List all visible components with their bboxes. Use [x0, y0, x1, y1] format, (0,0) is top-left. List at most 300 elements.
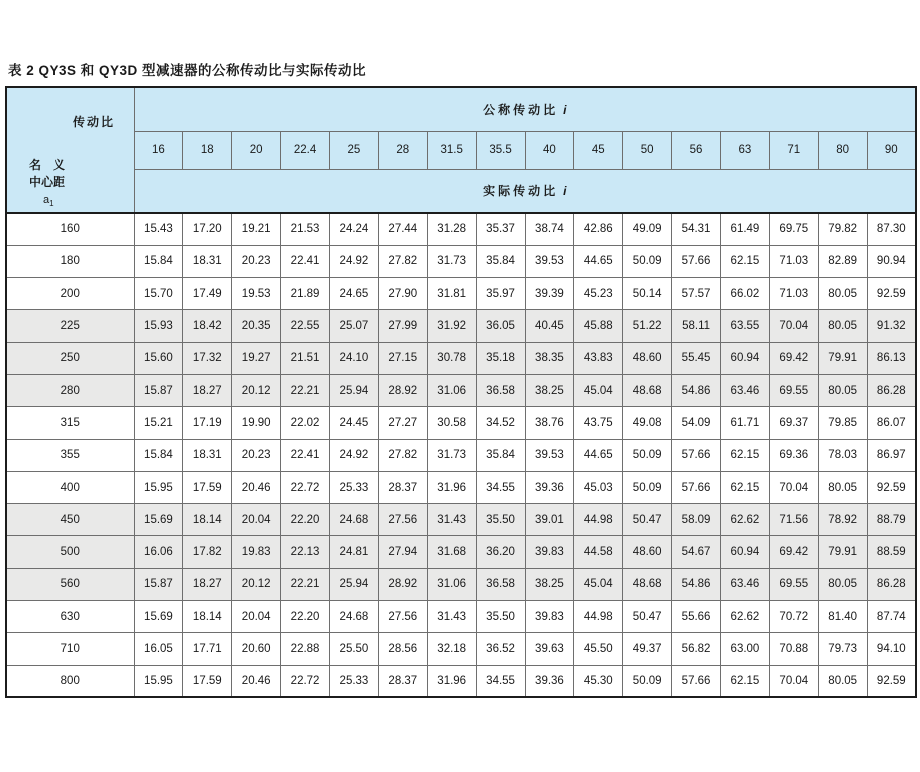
- ratio-column-header: 90: [867, 131, 916, 169]
- ratio-value-cell: 66.02: [721, 278, 770, 310]
- ratio-column-header: 22.4: [281, 131, 330, 169]
- ratio-value-cell: 60.94: [721, 342, 770, 374]
- ratio-value-cell: 20.04: [232, 504, 281, 536]
- ratio-value-cell: 50.09: [623, 245, 672, 277]
- nominal-ratio-symbol: i: [563, 102, 567, 117]
- ratio-value-cell: 62.15: [721, 245, 770, 277]
- ratio-value-cell: 27.56: [378, 504, 427, 536]
- center-distance-cell: 450: [6, 504, 134, 536]
- ratio-value-cell: 32.18: [427, 633, 476, 665]
- ratio-value-cell: 49.08: [623, 407, 672, 439]
- ratio-column-header: 71: [769, 131, 818, 169]
- corner-bottom-label: [29, 157, 65, 212]
- ratio-value-cell: 87.74: [867, 601, 916, 633]
- ratio-column-header: 20: [232, 131, 281, 169]
- ratio-value-cell: 31.06: [427, 374, 476, 406]
- ratio-header-row: [6, 131, 916, 169]
- ratio-value-cell: 18.31: [183, 439, 232, 471]
- ratio-value-cell: 20.46: [232, 471, 281, 503]
- ratio-value-cell: 45.04: [574, 374, 623, 406]
- ratio-value-cell: 44.65: [574, 245, 623, 277]
- table-caption: 表 2 QY3S 和 QY3D 型减速器的公称传动比与实际传动比: [8, 63, 367, 78]
- actual-ratio-header-text: 实际传动比: [483, 184, 559, 199]
- ratio-value-cell: 91.32: [867, 310, 916, 342]
- ratio-value-cell: 31.43: [427, 601, 476, 633]
- ratio-value-cell: 15.21: [134, 407, 183, 439]
- ratio-value-cell: 69.37: [769, 407, 818, 439]
- ratio-value-cell: 34.52: [476, 407, 525, 439]
- ratio-value-cell: 69.55: [769, 374, 818, 406]
- ratio-value-cell: 19.83: [232, 536, 281, 568]
- ratio-value-cell: 30.78: [427, 342, 476, 374]
- ratio-value-cell: 35.84: [476, 245, 525, 277]
- ratio-value-cell: 38.76: [525, 407, 574, 439]
- ratio-value-cell: 22.55: [281, 310, 330, 342]
- ratio-value-cell: 62.15: [721, 471, 770, 503]
- table-row: [6, 213, 916, 245]
- ratio-value-cell: 22.72: [281, 665, 330, 697]
- ratio-value-cell: 28.92: [378, 568, 427, 600]
- ratio-value-cell: 18.31: [183, 245, 232, 277]
- ratio-value-cell: 15.60: [134, 342, 183, 374]
- ratio-value-cell: 17.71: [183, 633, 232, 665]
- ratio-value-cell: 25.07: [330, 310, 379, 342]
- ratio-value-cell: 79.82: [818, 213, 867, 245]
- table-body: [6, 213, 916, 697]
- ratio-value-cell: 45.04: [574, 568, 623, 600]
- ratio-value-cell: 54.86: [672, 374, 721, 406]
- ratio-value-cell: 24.24: [330, 213, 379, 245]
- ratio-value-cell: 24.10: [330, 342, 379, 374]
- ratio-value-cell: 27.15: [378, 342, 427, 374]
- ratio-value-cell: 61.71: [721, 407, 770, 439]
- ratio-value-cell: 22.02: [281, 407, 330, 439]
- ratio-value-cell: 39.36: [525, 665, 574, 697]
- ratio-value-cell: 21.53: [281, 213, 330, 245]
- ratio-value-cell: 69.55: [769, 568, 818, 600]
- corner-line-1: 名 义: [29, 158, 66, 172]
- ratio-value-cell: 31.06: [427, 568, 476, 600]
- ratio-value-cell: 15.95: [134, 665, 183, 697]
- ratio-value-cell: 39.01: [525, 504, 574, 536]
- ratio-value-cell: 80.05: [818, 568, 867, 600]
- table-header: [6, 87, 916, 213]
- ratio-column-header: 31.5: [427, 131, 476, 169]
- ratio-value-cell: 69.36: [769, 439, 818, 471]
- ratio-value-cell: 18.42: [183, 310, 232, 342]
- ratio-value-cell: 39.83: [525, 536, 574, 568]
- ratio-value-cell: 80.05: [818, 374, 867, 406]
- ratio-value-cell: 22.20: [281, 601, 330, 633]
- ratio-value-cell: 69.42: [769, 536, 818, 568]
- ratio-value-cell: 25.33: [330, 665, 379, 697]
- ratio-value-cell: 62.15: [721, 439, 770, 471]
- table-row: [6, 245, 916, 277]
- ratio-value-cell: 24.45: [330, 407, 379, 439]
- center-distance-cell: 250: [6, 342, 134, 374]
- ratio-value-cell: 16.05: [134, 633, 183, 665]
- table-row: [6, 665, 916, 697]
- ratio-value-cell: 45.30: [574, 665, 623, 697]
- ratio-value-cell: 20.04: [232, 601, 281, 633]
- ratio-value-cell: 22.72: [281, 471, 330, 503]
- ratio-value-cell: 44.65: [574, 439, 623, 471]
- center-distance-cell: 355: [6, 439, 134, 471]
- center-distance-cell: 225: [6, 310, 134, 342]
- center-distance-cell: 200: [6, 278, 134, 310]
- ratio-value-cell: 86.28: [867, 568, 916, 600]
- ratio-value-cell: 88.79: [867, 504, 916, 536]
- ratio-value-cell: 87.30: [867, 213, 916, 245]
- ratio-value-cell: 57.66: [672, 439, 721, 471]
- ratio-value-cell: 39.53: [525, 245, 574, 277]
- ratio-value-cell: 27.27: [378, 407, 427, 439]
- ratio-value-cell: 24.92: [330, 245, 379, 277]
- ratio-value-cell: 16.06: [134, 536, 183, 568]
- ratio-value-cell: 35.50: [476, 601, 525, 633]
- ratio-value-cell: 31.73: [427, 245, 476, 277]
- ratio-value-cell: 21.89: [281, 278, 330, 310]
- table-row: [6, 536, 916, 568]
- ratio-value-cell: 28.37: [378, 471, 427, 503]
- ratio-value-cell: 20.60: [232, 633, 281, 665]
- ratio-value-cell: 21.51: [281, 342, 330, 374]
- ratio-value-cell: 70.04: [769, 310, 818, 342]
- ratio-value-cell: 15.87: [134, 374, 183, 406]
- ratio-value-cell: 15.69: [134, 504, 183, 536]
- ratio-value-cell: 24.81: [330, 536, 379, 568]
- center-distance-cell: 315: [6, 407, 134, 439]
- ratio-value-cell: 31.68: [427, 536, 476, 568]
- ratio-value-cell: 15.93: [134, 310, 183, 342]
- ratio-value-cell: 86.13: [867, 342, 916, 374]
- ratio-value-cell: 48.68: [623, 374, 672, 406]
- ratio-value-cell: 15.69: [134, 601, 183, 633]
- ratio-value-cell: 44.98: [574, 504, 623, 536]
- ratio-value-cell: 80.05: [818, 310, 867, 342]
- ratio-value-cell: 27.99: [378, 310, 427, 342]
- ratio-value-cell: 17.32: [183, 342, 232, 374]
- ratio-value-cell: 22.20: [281, 504, 330, 536]
- ratio-value-cell: 71.56: [769, 504, 818, 536]
- center-distance-cell: 710: [6, 633, 134, 665]
- ratio-value-cell: 70.04: [769, 471, 818, 503]
- ratio-value-cell: 82.89: [818, 245, 867, 277]
- ratio-value-cell: 45.23: [574, 278, 623, 310]
- ratio-value-cell: 50.09: [623, 471, 672, 503]
- ratio-value-cell: 39.83: [525, 601, 574, 633]
- table-row: [6, 439, 916, 471]
- ratio-value-cell: 25.50: [330, 633, 379, 665]
- ratio-value-cell: 31.73: [427, 439, 476, 471]
- ratio-value-cell: 51.22: [623, 310, 672, 342]
- actual-ratio-symbol: i: [563, 184, 567, 199]
- ratio-value-cell: 24.68: [330, 504, 379, 536]
- ratio-value-cell: 20.23: [232, 245, 281, 277]
- ratio-value-cell: 24.65: [330, 278, 379, 310]
- ratio-value-cell: 17.20: [183, 213, 232, 245]
- ratio-value-cell: 38.74: [525, 213, 574, 245]
- table-row: [6, 568, 916, 600]
- ratio-value-cell: 50.09: [623, 439, 672, 471]
- table-row: [6, 342, 916, 374]
- ratio-value-cell: 31.43: [427, 504, 476, 536]
- ratio-value-cell: 22.21: [281, 568, 330, 600]
- ratio-value-cell: 54.86: [672, 568, 721, 600]
- table-row: [6, 374, 916, 406]
- nominal-ratio-header-text: 公称传动比: [483, 102, 559, 117]
- actual-header-row: [6, 169, 916, 213]
- ratio-value-cell: 71.03: [769, 245, 818, 277]
- ratio-value-cell: 31.28: [427, 213, 476, 245]
- ratio-value-cell: 36.05: [476, 310, 525, 342]
- ratio-value-cell: 49.37: [623, 633, 672, 665]
- ratio-value-cell: 45.03: [574, 471, 623, 503]
- ratio-value-cell: 28.37: [378, 665, 427, 697]
- ratio-value-cell: 19.90: [232, 407, 281, 439]
- ratio-value-cell: 19.21: [232, 213, 281, 245]
- ratio-column-header: 63: [721, 131, 770, 169]
- table-row: [6, 601, 916, 633]
- ratio-value-cell: 28.92: [378, 374, 427, 406]
- ratio-value-cell: 57.57: [672, 278, 721, 310]
- ratio-value-cell: 70.88: [769, 633, 818, 665]
- ratio-value-cell: 92.59: [867, 665, 916, 697]
- ratio-value-cell: 36.58: [476, 568, 525, 600]
- ratio-value-cell: 18.27: [183, 374, 232, 406]
- ratio-value-cell: 43.75: [574, 407, 623, 439]
- ratio-value-cell: 90.94: [867, 245, 916, 277]
- ratio-value-cell: 38.35: [525, 342, 574, 374]
- ratio-column-header: 28: [378, 131, 427, 169]
- center-distance-cell: 630: [6, 601, 134, 633]
- ratio-value-cell: 57.66: [672, 665, 721, 697]
- diagonal-corner-cell: [6, 87, 134, 213]
- ratio-value-cell: 45.50: [574, 633, 623, 665]
- ratio-value-cell: 15.70: [134, 278, 183, 310]
- table-row: [6, 278, 916, 310]
- center-distance-cell: 160: [6, 213, 134, 245]
- ratio-value-cell: 35.18: [476, 342, 525, 374]
- center-distance-cell: 400: [6, 471, 134, 503]
- center-distance-cell: 800: [6, 665, 134, 697]
- ratio-value-cell: 22.41: [281, 439, 330, 471]
- ratio-value-cell: 80.05: [818, 665, 867, 697]
- ratio-value-cell: 22.21: [281, 374, 330, 406]
- ratio-value-cell: 48.60: [623, 342, 672, 374]
- ratio-value-cell: 36.52: [476, 633, 525, 665]
- ratio-value-cell: 63.55: [721, 310, 770, 342]
- corner-symbol: $a_1$: [43, 194, 54, 209]
- ratio-value-cell: 20.23: [232, 439, 281, 471]
- ratio-value-cell: 50.14: [623, 278, 672, 310]
- ratio-value-cell: 24.92: [330, 439, 379, 471]
- ratio-value-cell: 17.59: [183, 471, 232, 503]
- ratio-value-cell: 70.04: [769, 665, 818, 697]
- ratio-value-cell: 35.50: [476, 504, 525, 536]
- ratio-value-cell: 35.37: [476, 213, 525, 245]
- ratio-value-cell: 43.83: [574, 342, 623, 374]
- ratio-value-cell: 17.49: [183, 278, 232, 310]
- ratio-value-cell: 27.94: [378, 536, 427, 568]
- ratio-column-header: 56: [672, 131, 721, 169]
- ratio-value-cell: 54.67: [672, 536, 721, 568]
- ratio-value-cell: 57.66: [672, 471, 721, 503]
- ratio-value-cell: 94.10: [867, 633, 916, 665]
- ratio-value-cell: 92.59: [867, 471, 916, 503]
- ratio-value-cell: 49.09: [623, 213, 672, 245]
- ratio-value-cell: 22.41: [281, 245, 330, 277]
- ratio-value-cell: 38.25: [525, 568, 574, 600]
- ratio-value-cell: 78.92: [818, 504, 867, 536]
- ratio-value-cell: 25.94: [330, 374, 379, 406]
- ratio-value-cell: 69.42: [769, 342, 818, 374]
- ratio-value-cell: 39.36: [525, 471, 574, 503]
- ratio-value-cell: 31.96: [427, 665, 476, 697]
- ratio-column-header: 80: [818, 131, 867, 169]
- corner-top-label: 传动比: [73, 115, 116, 129]
- ratio-value-cell: 39.53: [525, 439, 574, 471]
- ratio-value-cell: 27.82: [378, 439, 427, 471]
- ratio-value-cell: 48.68: [623, 568, 672, 600]
- ratio-value-cell: 45.88: [574, 310, 623, 342]
- table-row: [6, 633, 916, 665]
- ratio-value-cell: 79.91: [818, 536, 867, 568]
- ratio-value-cell: 57.66: [672, 245, 721, 277]
- ratio-value-cell: 19.53: [232, 278, 281, 310]
- ratio-value-cell: 15.84: [134, 439, 183, 471]
- ratio-value-cell: 17.19: [183, 407, 232, 439]
- ratio-value-cell: 86.28: [867, 374, 916, 406]
- ratio-column-header: 18: [183, 131, 232, 169]
- center-distance-cell: 280: [6, 374, 134, 406]
- ratio-value-cell: 50.47: [623, 601, 672, 633]
- ratio-value-cell: 60.94: [721, 536, 770, 568]
- ratio-value-cell: 62.62: [721, 504, 770, 536]
- ratio-value-cell: 58.09: [672, 504, 721, 536]
- ratio-value-cell: 35.84: [476, 439, 525, 471]
- ratio-value-cell: 70.72: [769, 601, 818, 633]
- ratio-value-cell: 17.82: [183, 536, 232, 568]
- corner-line-2: 中心距: [29, 175, 66, 189]
- ratio-column-header: 45: [574, 131, 623, 169]
- ratio-value-cell: 71.03: [769, 278, 818, 310]
- ratio-value-cell: 39.39: [525, 278, 574, 310]
- ratio-value-cell: 31.81: [427, 278, 476, 310]
- ratio-value-cell: 63.46: [721, 568, 770, 600]
- ratio-value-cell: 69.75: [769, 213, 818, 245]
- ratio-value-cell: 63.46: [721, 374, 770, 406]
- ratio-value-cell: 25.94: [330, 568, 379, 600]
- ratio-value-cell: 15.43: [134, 213, 183, 245]
- ratio-value-cell: 79.91: [818, 342, 867, 374]
- ratio-column-header: 35.5: [476, 131, 525, 169]
- table-row: [6, 310, 916, 342]
- ratio-value-cell: 17.59: [183, 665, 232, 697]
- ratio-value-cell: 31.92: [427, 310, 476, 342]
- ratio-value-cell: 20.35: [232, 310, 281, 342]
- ratio-value-cell: 80.05: [818, 278, 867, 310]
- ratio-value-cell: 40.45: [525, 310, 574, 342]
- ratio-value-cell: 78.03: [818, 439, 867, 471]
- ratio-value-cell: 27.44: [378, 213, 427, 245]
- ratio-value-cell: 15.84: [134, 245, 183, 277]
- ratio-value-cell: 79.73: [818, 633, 867, 665]
- ratio-value-cell: 62.62: [721, 601, 770, 633]
- ratio-value-cell: 79.85: [818, 407, 867, 439]
- ratio-column-header: 25: [330, 131, 379, 169]
- ratio-value-cell: 20.46: [232, 665, 281, 697]
- ratio-value-cell: 62.15: [721, 665, 770, 697]
- ratio-value-cell: 80.05: [818, 471, 867, 503]
- ratio-value-cell: 25.33: [330, 471, 379, 503]
- ratio-value-cell: 50.47: [623, 504, 672, 536]
- ratio-value-cell: 30.58: [427, 407, 476, 439]
- ratio-value-cell: 88.59: [867, 536, 916, 568]
- table-row: [6, 471, 916, 503]
- center-distance-cell: 560: [6, 568, 134, 600]
- ratio-value-cell: 92.59: [867, 278, 916, 310]
- ratio-value-cell: 20.12: [232, 374, 281, 406]
- ratio-value-cell: 38.25: [525, 374, 574, 406]
- ratio-value-cell: 61.49: [721, 213, 770, 245]
- ratio-column-header: 16: [134, 131, 183, 169]
- ratio-value-cell: 42.86: [574, 213, 623, 245]
- nominal-ratio-header: [134, 87, 916, 131]
- ratio-value-cell: 48.60: [623, 536, 672, 568]
- ratio-column-header: 40: [525, 131, 574, 169]
- ratio-value-cell: 56.82: [672, 633, 721, 665]
- ratio-value-cell: 58.11: [672, 310, 721, 342]
- ratio-value-cell: 86.07: [867, 407, 916, 439]
- ratio-value-cell: 34.55: [476, 665, 525, 697]
- ratio-value-cell: 31.96: [427, 471, 476, 503]
- ratio-value-cell: 22.13: [281, 536, 330, 568]
- ratio-column-header: 50: [623, 131, 672, 169]
- ratio-value-cell: 22.88: [281, 633, 330, 665]
- ratio-value-cell: 39.63: [525, 633, 574, 665]
- ratio-value-cell: 54.09: [672, 407, 721, 439]
- table-row: [6, 407, 916, 439]
- ratio-value-cell: 18.27: [183, 568, 232, 600]
- ratio-value-cell: 36.20: [476, 536, 525, 568]
- ratio-value-cell: 18.14: [183, 601, 232, 633]
- ratio-value-cell: 36.58: [476, 374, 525, 406]
- ratio-value-cell: 55.66: [672, 601, 721, 633]
- transmission-ratio-table: [5, 86, 917, 698]
- center-distance-cell: 500: [6, 536, 134, 568]
- ratio-value-cell: 35.97: [476, 278, 525, 310]
- ratio-value-cell: 63.00: [721, 633, 770, 665]
- ratio-value-cell: 28.56: [378, 633, 427, 665]
- ratio-value-cell: 20.12: [232, 568, 281, 600]
- ratio-value-cell: 27.56: [378, 601, 427, 633]
- ratio-value-cell: 19.27: [232, 342, 281, 374]
- nominal-header-row: [6, 87, 916, 131]
- ratio-value-cell: 27.90: [378, 278, 427, 310]
- ratio-value-cell: 86.97: [867, 439, 916, 471]
- center-distance-cell: 180: [6, 245, 134, 277]
- ratio-value-cell: 34.55: [476, 471, 525, 503]
- ratio-value-cell: 44.98: [574, 601, 623, 633]
- ratio-value-cell: 27.82: [378, 245, 427, 277]
- table-row: [6, 504, 916, 536]
- ratio-value-cell: 81.40: [818, 601, 867, 633]
- ratio-value-cell: 54.31: [672, 213, 721, 245]
- ratio-value-cell: 24.68: [330, 601, 379, 633]
- ratio-value-cell: 15.87: [134, 568, 183, 600]
- ratio-value-cell: 18.14: [183, 504, 232, 536]
